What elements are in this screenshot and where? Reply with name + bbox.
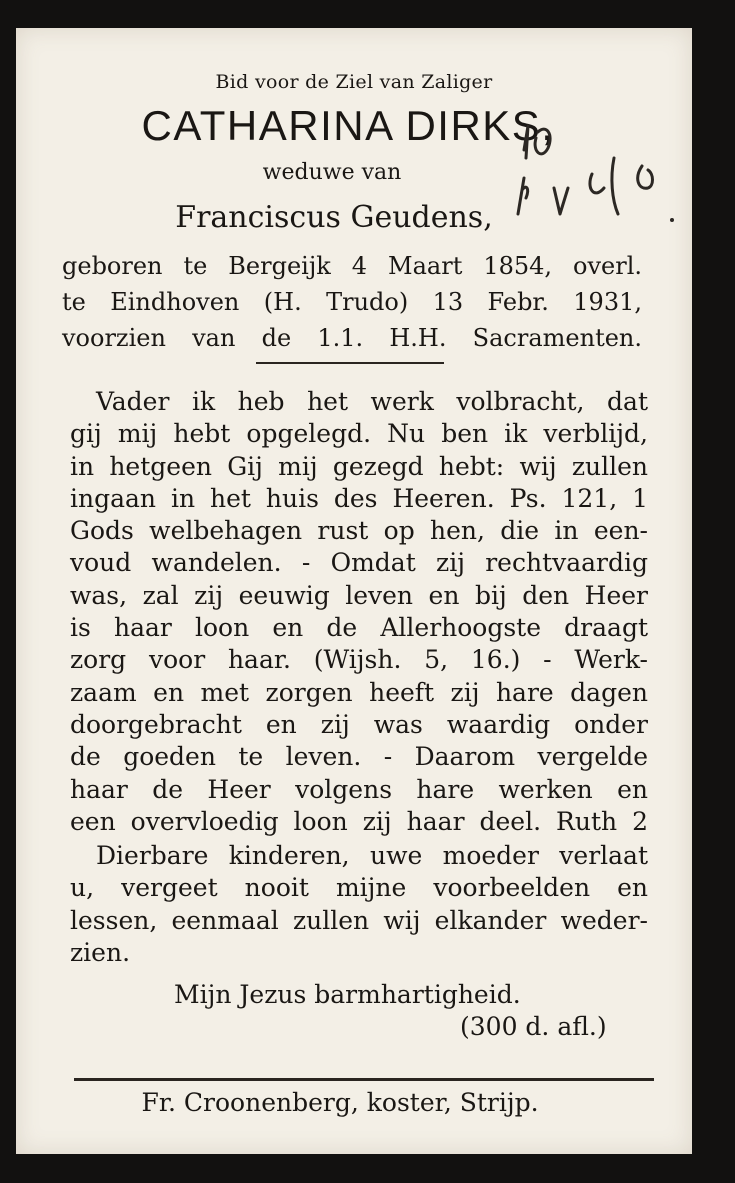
- prayer-heading: Bid voor de Ziel van Zaliger: [215, 71, 493, 93]
- scripture-line: ingaan in het huis des Heeren. Ps. 121, 1: [70, 483, 648, 513]
- bio-line: geboren te Bergeijk 4 Maart 1854, overl.: [62, 252, 642, 280]
- scripture-line: Vader ik heb het werk volbracht, dat: [96, 387, 648, 416]
- widow-of-label: weduwe van: [262, 160, 402, 185]
- scripture-paragraph: [70, 386, 648, 838]
- handwritten-note: [502, 118, 682, 228]
- farewell-line: lessen, eenmaal zullen wij elkander weder-: [70, 905, 648, 935]
- scripture-line: doorgebracht en zij was waardig onder: [70, 709, 648, 739]
- memorial-card: [16, 28, 692, 1154]
- biography: [62, 248, 642, 356]
- scripture-line: zaam en met zorgen heeft zij hare dagen: [70, 677, 648, 707]
- scripture-line: gij mij hebt opgelegd. Nu ben ik verblijd,: [70, 419, 648, 449]
- bio-line: te Eindhoven (H. Trudo) 13 Febr. 1931,: [62, 288, 642, 316]
- scripture-line: Gods welbehagen rust op hen, die in een-: [70, 516, 648, 546]
- scripture-line: was, zal zij eeuwig leven en bij den Heer: [70, 580, 648, 610]
- scripture-line: zorg voor haar. (Wijsh. 5, 16.) - Werk-: [70, 645, 648, 675]
- scripture-line: haar de Heer volgens hare werken en: [70, 774, 648, 804]
- farewell-line: zien.: [70, 937, 131, 967]
- bio-line: voorzien van de 1.1. H.H. Sacramenten.: [62, 324, 642, 352]
- ejaculation-prayer: Mijn Jezus barmhartigheid.: [174, 980, 521, 1009]
- scripture-line: een overvloedig loon zij haar deel. Ruth 2: [70, 806, 648, 836]
- farewell-line: Dierbare kinderen, uwe moeder verlaat: [96, 841, 648, 870]
- farewell-paragraph: [70, 840, 648, 969]
- deceased-name: CATHARINA DIRKS,: [141, 102, 555, 149]
- scripture-line: de goeden te leven. - Daarom vergelde: [70, 742, 648, 772]
- scripture-line: in hetgeen Gij mij gezegd hebt: wij zullen: [70, 451, 648, 481]
- indulgence-note: (300 d. afl.): [460, 1012, 607, 1041]
- farewell-line: u, vergeet nooit mijne voorbeelden en: [70, 873, 648, 903]
- husband-name: Franciscus Geudens,: [175, 200, 493, 235]
- divider: [256, 362, 444, 364]
- scripture-line: voud wandelen. - Omdat zij rechtvaardig: [70, 548, 648, 578]
- footer-divider: [74, 1078, 654, 1081]
- printer-credit: Fr. Croonenberg, koster, Strijp.: [141, 1088, 539, 1117]
- scripture-line: is haar loon en de Allerhoogste draagt: [70, 613, 648, 643]
